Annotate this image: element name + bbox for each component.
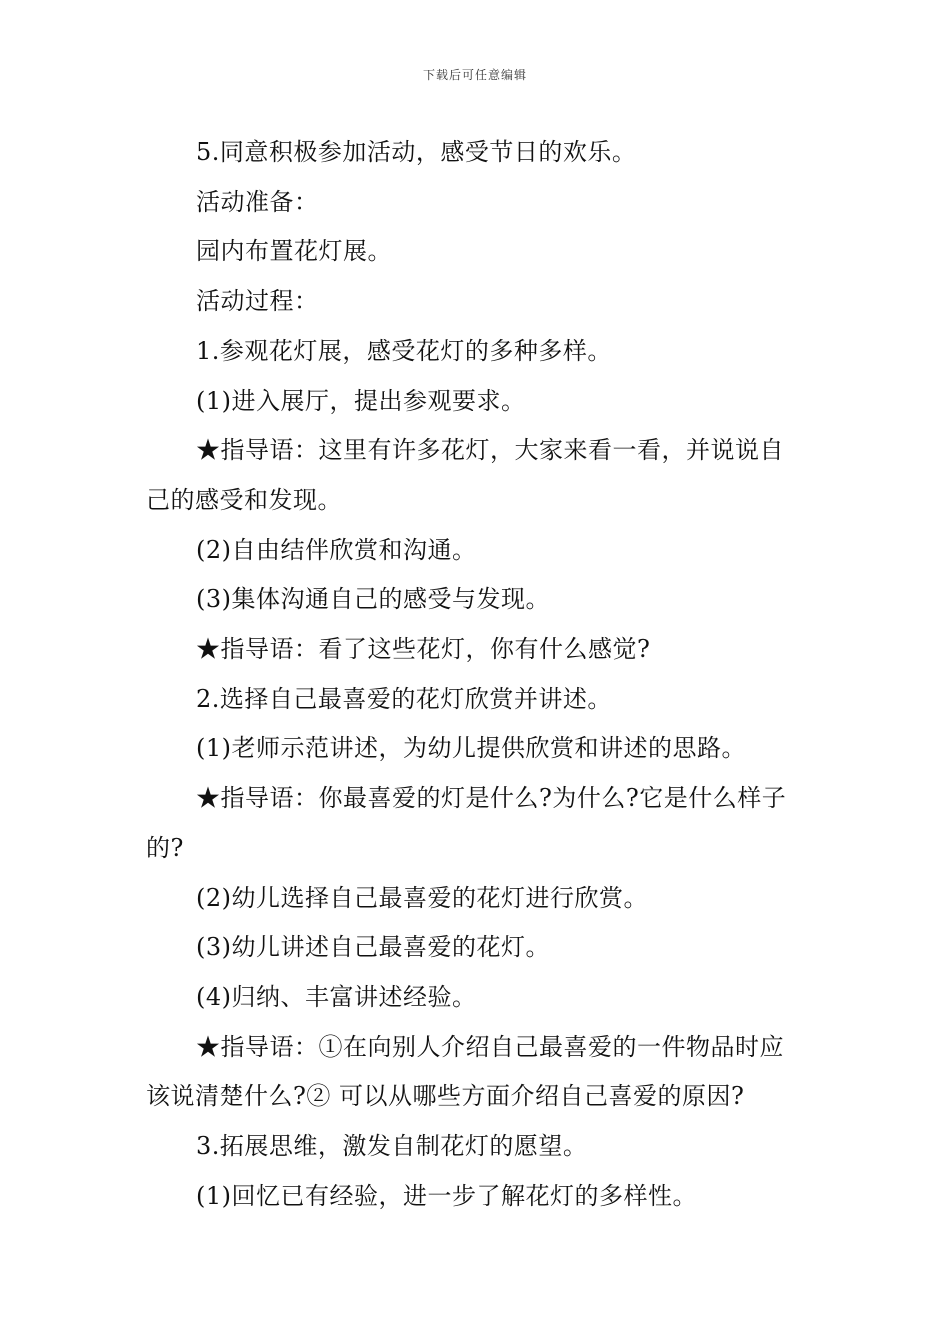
paragraph-step-2-2: (2)幼儿选择自己最喜爱的花灯进行欣赏。: [196, 883, 648, 912]
paragraph-step-2-3: (3)幼儿讲述自己最喜爱的花灯。: [196, 933, 550, 962]
header-note: 下载后可任意编辑: [422, 68, 527, 82]
document-body: [146, 128, 808, 1221]
heading-activity-process: 活动过程：: [196, 287, 319, 316]
heading-activity-preparation: 活动准备：: [196, 187, 319, 216]
paragraph-step-1: 1.参观花灯展，感受花灯的多种多样。: [196, 336, 612, 365]
paragraph-preparation: 园内布置花灯展。: [196, 237, 392, 266]
paragraph-step-2: 2.选择自己最喜爱的花灯欣赏并讲述。: [196, 684, 612, 713]
paragraph-step-1-1: (1)进入展厅，提出参观要求。: [196, 386, 526, 415]
paragraph-step-3-1: (1)回忆已有经验，进一步了解花灯的多样性。: [196, 1181, 697, 1210]
paragraph-guidance-4: ★指导语：①在向别人介绍自己最喜爱的一件物品时应该说清楚什么?② 可以从哪些方面介绍自己喜爱的原因?: [146, 1032, 784, 1111]
paragraph-guidance-1: ★指导语：这里有许多花灯，大家来看一看，并说说自己的感受和发现。: [146, 436, 784, 514]
paragraph-step-1-3: (3)集体沟通自己的感受与发现。: [196, 585, 550, 614]
paragraph-goal-5: 5.同意积极参加活动，感受节日的欢乐。: [196, 138, 637, 166]
paragraph-guidance-3: ★指导语：你最喜爱的灯是什么?为什么?它是什么样子的?: [146, 784, 787, 862]
paragraph-guidance-2: ★指导语：看了这些花灯，你有什么感觉?: [196, 635, 651, 664]
paragraph-step-3: 3.拓展思维，激发自制花灯的愿望。: [196, 1132, 588, 1161]
paragraph-step-2-4: (4)归纳、丰富讲述经验。: [196, 982, 477, 1011]
paragraph-step-2-1: (1)老师示范讲述，为幼儿提供欣赏和讲述的思路。: [196, 734, 746, 763]
paragraph-step-1-2: (2)自由结伴欣赏和沟通。: [196, 535, 477, 564]
